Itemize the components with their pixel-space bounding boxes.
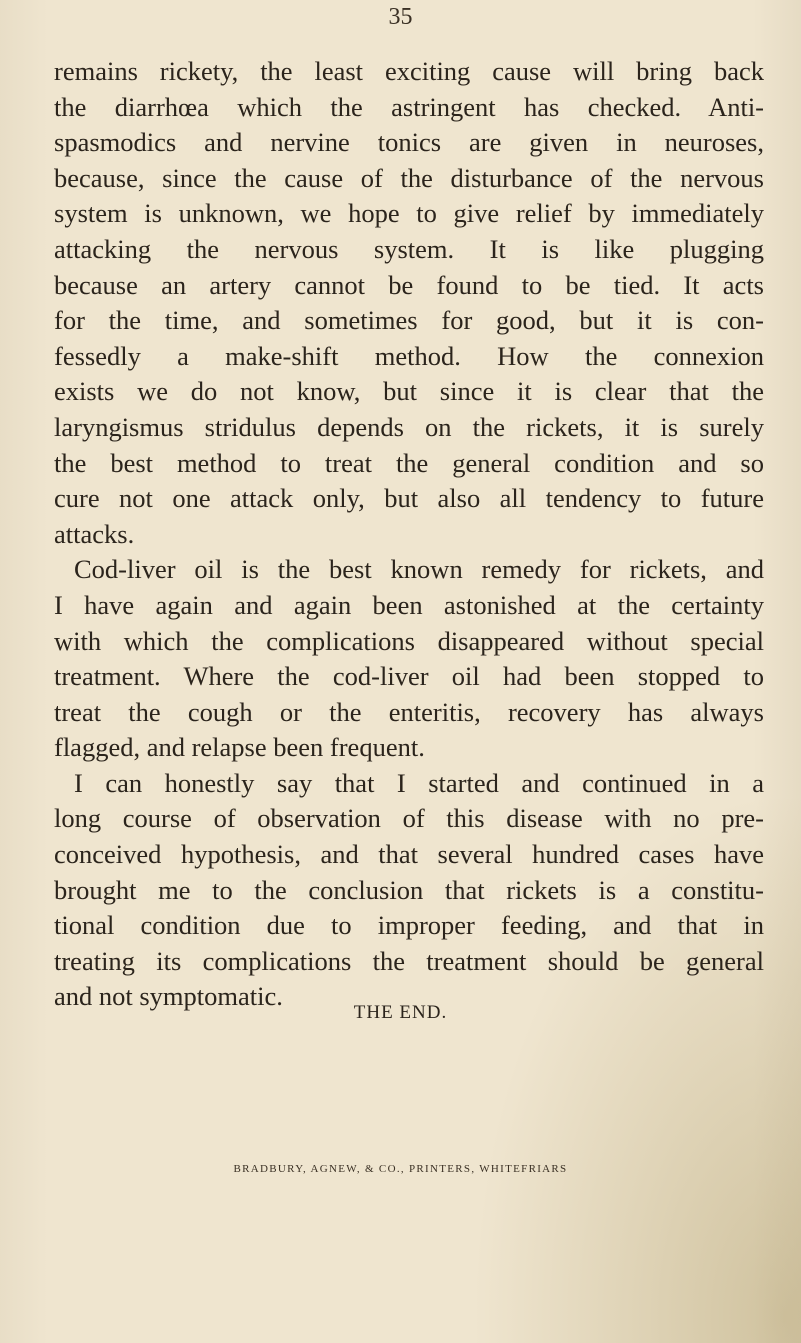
text-line: treating its complications the treatment should be general [54, 945, 764, 976]
text-line: I can honestly say that I started and continued in a [74, 767, 764, 798]
text-line: the best method to treat the general condition and so [54, 447, 764, 478]
text-line: exists we do not know, but since it is clear that the [54, 376, 764, 407]
end-mark: THE END. [353, 1002, 448, 1023]
page-number: 35 [388, 4, 413, 30]
text-line: for the time, and sometimes for good, but it is con- [54, 305, 764, 336]
text-line: laryngismus stridulus depends on the rickets, it is surely [54, 411, 764, 442]
text-line: because, since the cause of the disturbance of the nervous [54, 162, 764, 193]
body-text [54, 54, 764, 1015]
printer-imprint: BRADBURY, AGNEW, & CO., PRINTERS, WHITEFRIARS [233, 1163, 568, 1175]
paragraph-1 [54, 54, 764, 552]
text-line: cure not one attack only, but also all tendency to future [54, 483, 764, 514]
text-line: I have again and again been astonished at the certainty [54, 589, 764, 620]
text-line: treat the cough or the enteritis, recovery has always [54, 696, 764, 727]
text-line: attacks. [54, 518, 135, 549]
text-line: system is unknown, we hope to give relief by immediately [54, 198, 764, 229]
text-line: spasmodics and nervine tonics are given in neuroses, [54, 127, 764, 158]
text-line: long course of observation of this disease with no pre- [54, 803, 764, 834]
text-line: fessedly a make-shift method. How the connexion [54, 340, 764, 371]
text-line: conceived hypothesis, and that several hundred cases have [54, 839, 764, 870]
text-line: the diarrhœa which the astringent has checked. Anti- [54, 91, 764, 122]
paragraph-3 [54, 766, 764, 802]
text-line: attacking the nervous system. It is like plugging [54, 233, 764, 264]
text-line: with which the complications disappeared without special [54, 625, 764, 656]
text-line: flagged, and relapse been frequent. [54, 732, 425, 763]
paragraph-2 [54, 552, 764, 588]
paragraph-2-cont [54, 588, 764, 766]
text-line: remains rickety, the least exciting cause will bring back [54, 56, 764, 86]
text-line: tional condition due to improper feeding, and that in [54, 910, 764, 941]
paragraph-3-cont [54, 801, 764, 1015]
text-line: because an artery cannot be found to be tied. It acts [54, 269, 764, 300]
text-line: brought me to the conclusion that rickets is a constitu- [54, 874, 764, 905]
text-line: treatment. Where the cod-liver oil had been stopped to [54, 661, 764, 692]
text-line: and not symptomatic. [54, 981, 283, 1012]
text-line: Cod-liver oil is the best known remedy for rickets, and [74, 554, 764, 585]
